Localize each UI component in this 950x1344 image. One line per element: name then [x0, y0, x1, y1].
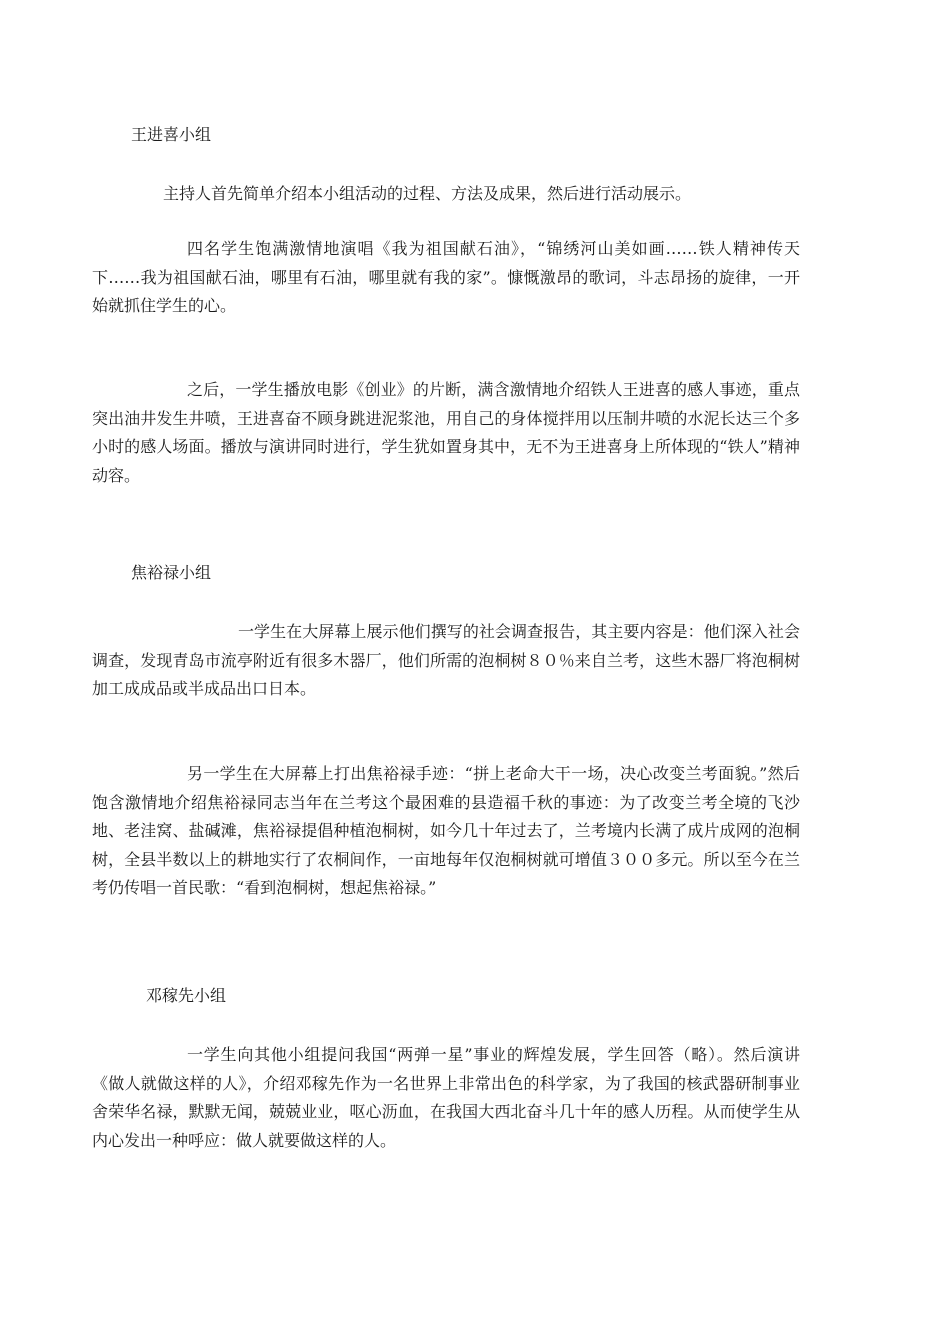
paragraph-song-performance: 四名学生饱满激情地演唱《我为祖国献石油》，“锦绣河山美如画……铁人精神传天下……我为祖国献石油，哪里有石油，哪里就有我的家”。慷慨激昂的歌词，斗志昂扬的旋律，一开始就抓住学生的心。 [92, 239, 800, 315]
section-heading-jiao-yulu: 焦裕禄小组 [131, 563, 212, 582]
section-heading-deng-jiaxian: 邓稼先小组 [146, 986, 227, 1005]
paragraph-film-speech: 之后，一学生播放电影《创业》的片断，满含激情地介绍铁人王进喜的感人事迹，重点突出油井发生井喷，王进喜奋不顾身跳进泥浆池，用自己的身体搅拌用以压制井喷的水泥长达三个多小时的感人场面。播放与演讲同时进行，学生犹如置身其中，无不为王进喜身上所体现的“铁人”精神动容。 [92, 380, 800, 485]
paragraph-jiao-yulu-story: 另一学生在大屏幕上打出焦裕禄手迹：“拼上老命大干一场，决心改变兰考面貌。”然后饱含激情地介绍焦裕禄同志当年在兰考这个最困难的县造福千秋的事迹：为了改变兰考全境的飞沙地、老洼窝、盐碱滩，焦裕禄提倡种植泡桐树，如今几十年过去了，兰考境内长满了成片成网的泡桐树，全县半数以上的耕地实行了农桐间作，一亩地每年仅泡桐树就可增值３００多元。所以至今在兰考仍传唱一首民歌：“看到泡桐树，想起焦裕禄。” [92, 764, 800, 897]
section-heading-wang-jinxi: 王进喜小组 [131, 125, 212, 144]
paragraph-survey-report: 一学生在大屏幕上展示他们撰写的社会调查报告，其主要内容是：他们深入社会调查，发现青岛市流亭附近有很多木器厂，他们所需的泡桐树８０％来自兰考，这些木器厂将泡桐树加工成成品或半成品出口日本。 [92, 622, 800, 698]
paragraph-deng-jiaxian-speech: 一学生向其他小组提问我国“两弹一星”事业的辉煌发展，学生回答（略）。然后演讲《做人就做这样的人》，介绍邓稼先作为一名世界上非常出色的科学家，为了我国的核武器研制事业舍荣华名禄，默默无闻，兢兢业业，呕心沥血，在我国大西北奋斗几十年的感人历程。从而使学生从内心发出一种呼应：做人就要做这样的人。 [92, 1045, 800, 1150]
paragraph-host-intro: 主持人首先简单介绍本小组活动的过程、方法及成果，然后进行活动展示。 [163, 184, 692, 203]
